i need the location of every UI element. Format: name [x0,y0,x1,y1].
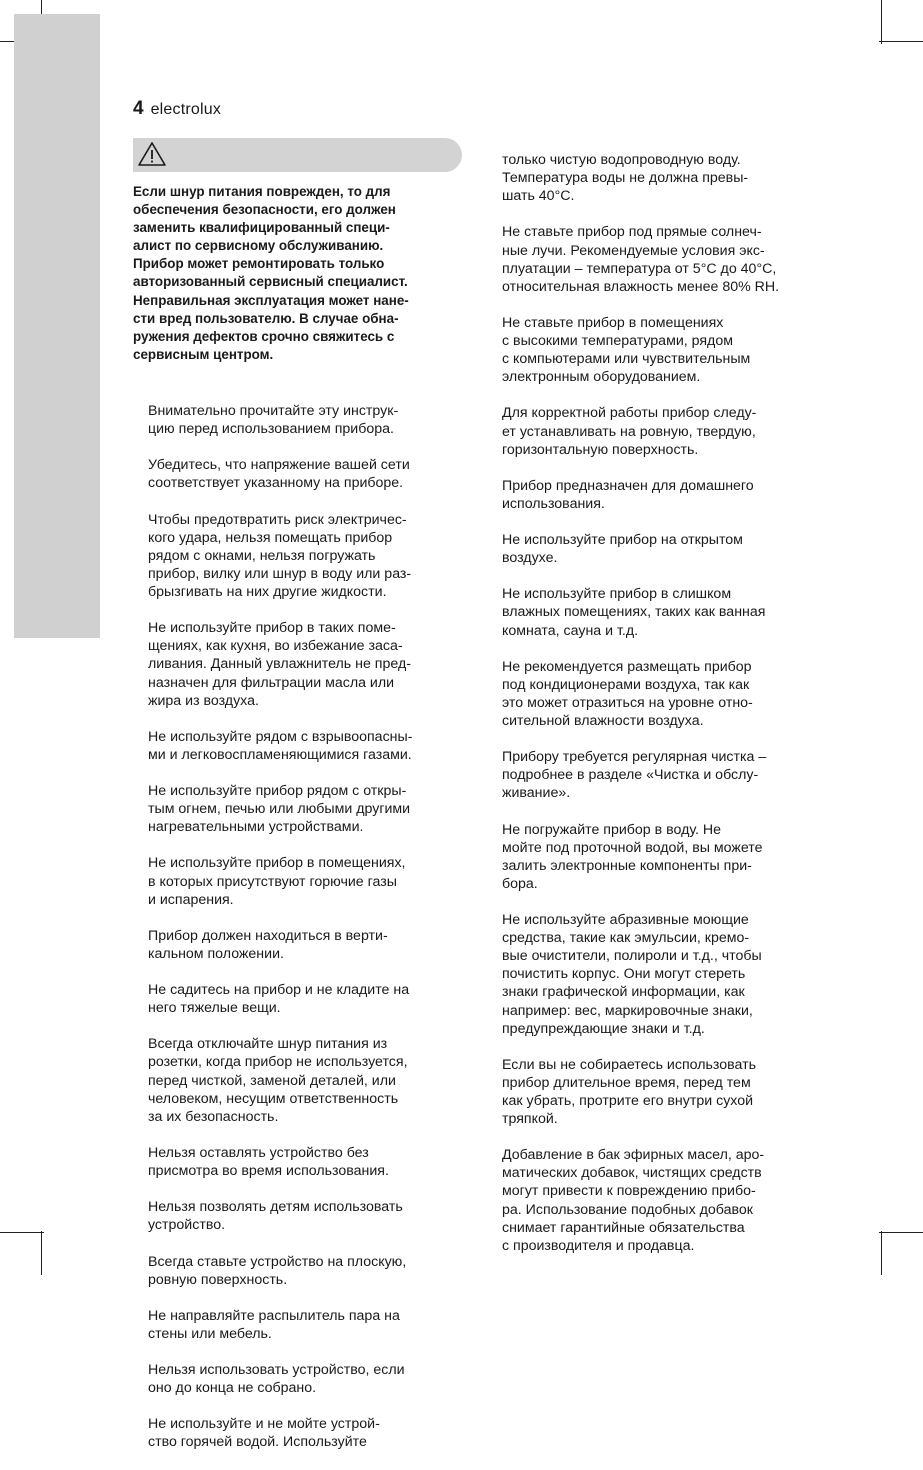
crop-mark [0,1232,44,1233]
paragraph: Чтобы предотвратить риск электричес- кого удара, нельзя помещать прибор рядом с окнами, нельзя погружать прибор, вилку или шнур в воду или раз- брызгивать на них другие жидкости. [148,511,412,601]
paragraph: Не используйте прибор на открытом воздухе. [502,532,743,567]
paragraph: Не направляйте распылитель пара на стены или мебель. [148,1307,400,1342]
paragraph: Не используйте абразивные моющие средства, такие как эмульсии, кремо- вые очистители, полироли и т.д., чтобы почистить корпус. Они могут стереть знаки графической информации, как например: вес, маркировочные знаки, предупреждающие знаки и т.д. [502,912,762,1037]
paragraph: Не используйте и не мойте устрой- ство горячей водой. Используйте [148,1416,380,1451]
page-header [133,98,221,122]
warning-triangle-icon [137,141,167,167]
left-column [148,384,468,1470]
paragraph: Внимательно прочитайте эту инструк- цию перед использованием прибора. [148,403,399,438]
crop-mark [881,0,882,44]
paragraph: Не используйте прибор в слишком влажных помещениях, таких как ванная комната, сауна и т.д. [502,586,766,639]
side-band [14,14,100,638]
paragraph: Прибор должен находиться в верти- кальном положении. [148,927,388,962]
paragraph: Не рекомендуется размещать прибор под кондиционерами воздуха, так как это может отразиться на уровне отно- сительной влажности воздуха. [502,658,753,729]
paragraph: Не используйте прибор рядом с откры- тым огнем, печью или любыми другими нагревательными устройствами. [148,783,411,836]
paragraph: Прибору требуется регулярная чистка – подробнее в разделе «Чистка и обслу- живание». [502,749,767,802]
warning-text: Если шнур питания поврежден, то для обеспечения безопасности, его должен заменить квалифицированный специ- алист по сервисному обслуживанию. Прибор может ремонтировать только авторизованный сервисный специалист. Неправильная эксплуатация может нане- сти вред пользователю. В случае обна- ружения дефектов срочно свяжитесь с сервисным центром. [133,184,409,362]
paragraph: Не используйте прибор в помещениях, в которых присутствуют горючие газы и испарения. [148,855,406,908]
paragraph: Не ставьте прибор под прямые солнеч- ные лучи. Рекомендуемые условия экс- плуатации – температура от 5°C до 40°C, относительная влажность менее 80% RH. [502,224,780,295]
paragraph: Не погружайте прибор в воду. Не мойте под проточной водой, вы можете залить электронные компоненты при- бора. [502,821,763,892]
brand-name: electrolux [150,101,222,118]
paragraph: Не садитесь на прибор и не кладите на него тяжелые вещи. [148,982,410,1017]
paragraph: Всегда отключайте шнур питания из розетки, когда прибор не используется, перед чисткой, заменой деталей, или человеком, несущим ответственность за их безопасность. [148,1036,408,1125]
paragraph: Нельзя оставлять устройство без присмотра во время использования. [148,1144,389,1180]
crop-mark [881,1231,882,1275]
crop-mark [879,1232,923,1233]
paragraph: Нельзя позволять детям использовать устройство. [148,1199,403,1234]
paragraph: Не используйте прибор в таких поме- щениях, как кухня, во избежание заса- ливания. Данный увлажнитель не пред- назначен для фильтрации масла или жира из воздуха. [148,620,411,709]
crop-mark [879,41,923,42]
paragraph: Прибор предназначен для домашнего использования. [502,477,754,512]
warning-header-bar [133,138,462,172]
paragraph: Нельзя использовать устройство, если оно до конца не собрано. [148,1362,405,1397]
page-number: 4 [133,98,144,119]
crop-mark [41,1231,42,1275]
right-column [502,133,822,1273]
paragraph: Для корректной работы прибор следу- ет устанавливать на ровную, твердую, горизонтальную поверхность. [502,405,757,458]
paragraph: только чистую водопроводную воду. Температура воды не должна превы- шать 40°C. [502,152,749,205]
paragraph: Добавление в бак эфирных масел, аро- матических добавок, чистящих средств могут привести к повреждению прибо- ра. Использование подобных добавок снимает гарантийные обязательства с производителя и продавца. [502,1147,765,1254]
paragraph: Не ставьте прибор в помещениях с высокими температурами, рядом с компьютерами или чувствительным электронным оборудованием. [502,314,751,386]
paragraph: Не используйте рядом с взрывоопасны- ми и легковоспламеняющимися газами. [148,728,413,763]
paragraph: Убедитесь, что напряжение вашей сети соответствует указанному на приборе. [148,457,410,492]
paragraph: Если вы не собираетесь использовать прибор длительное время, перед тем как убрать, протрите его внутри сухой тряпкой. [502,1056,756,1128]
paragraph: Всегда ставьте устройство на плоскую, ровную поверхность. [148,1253,407,1288]
